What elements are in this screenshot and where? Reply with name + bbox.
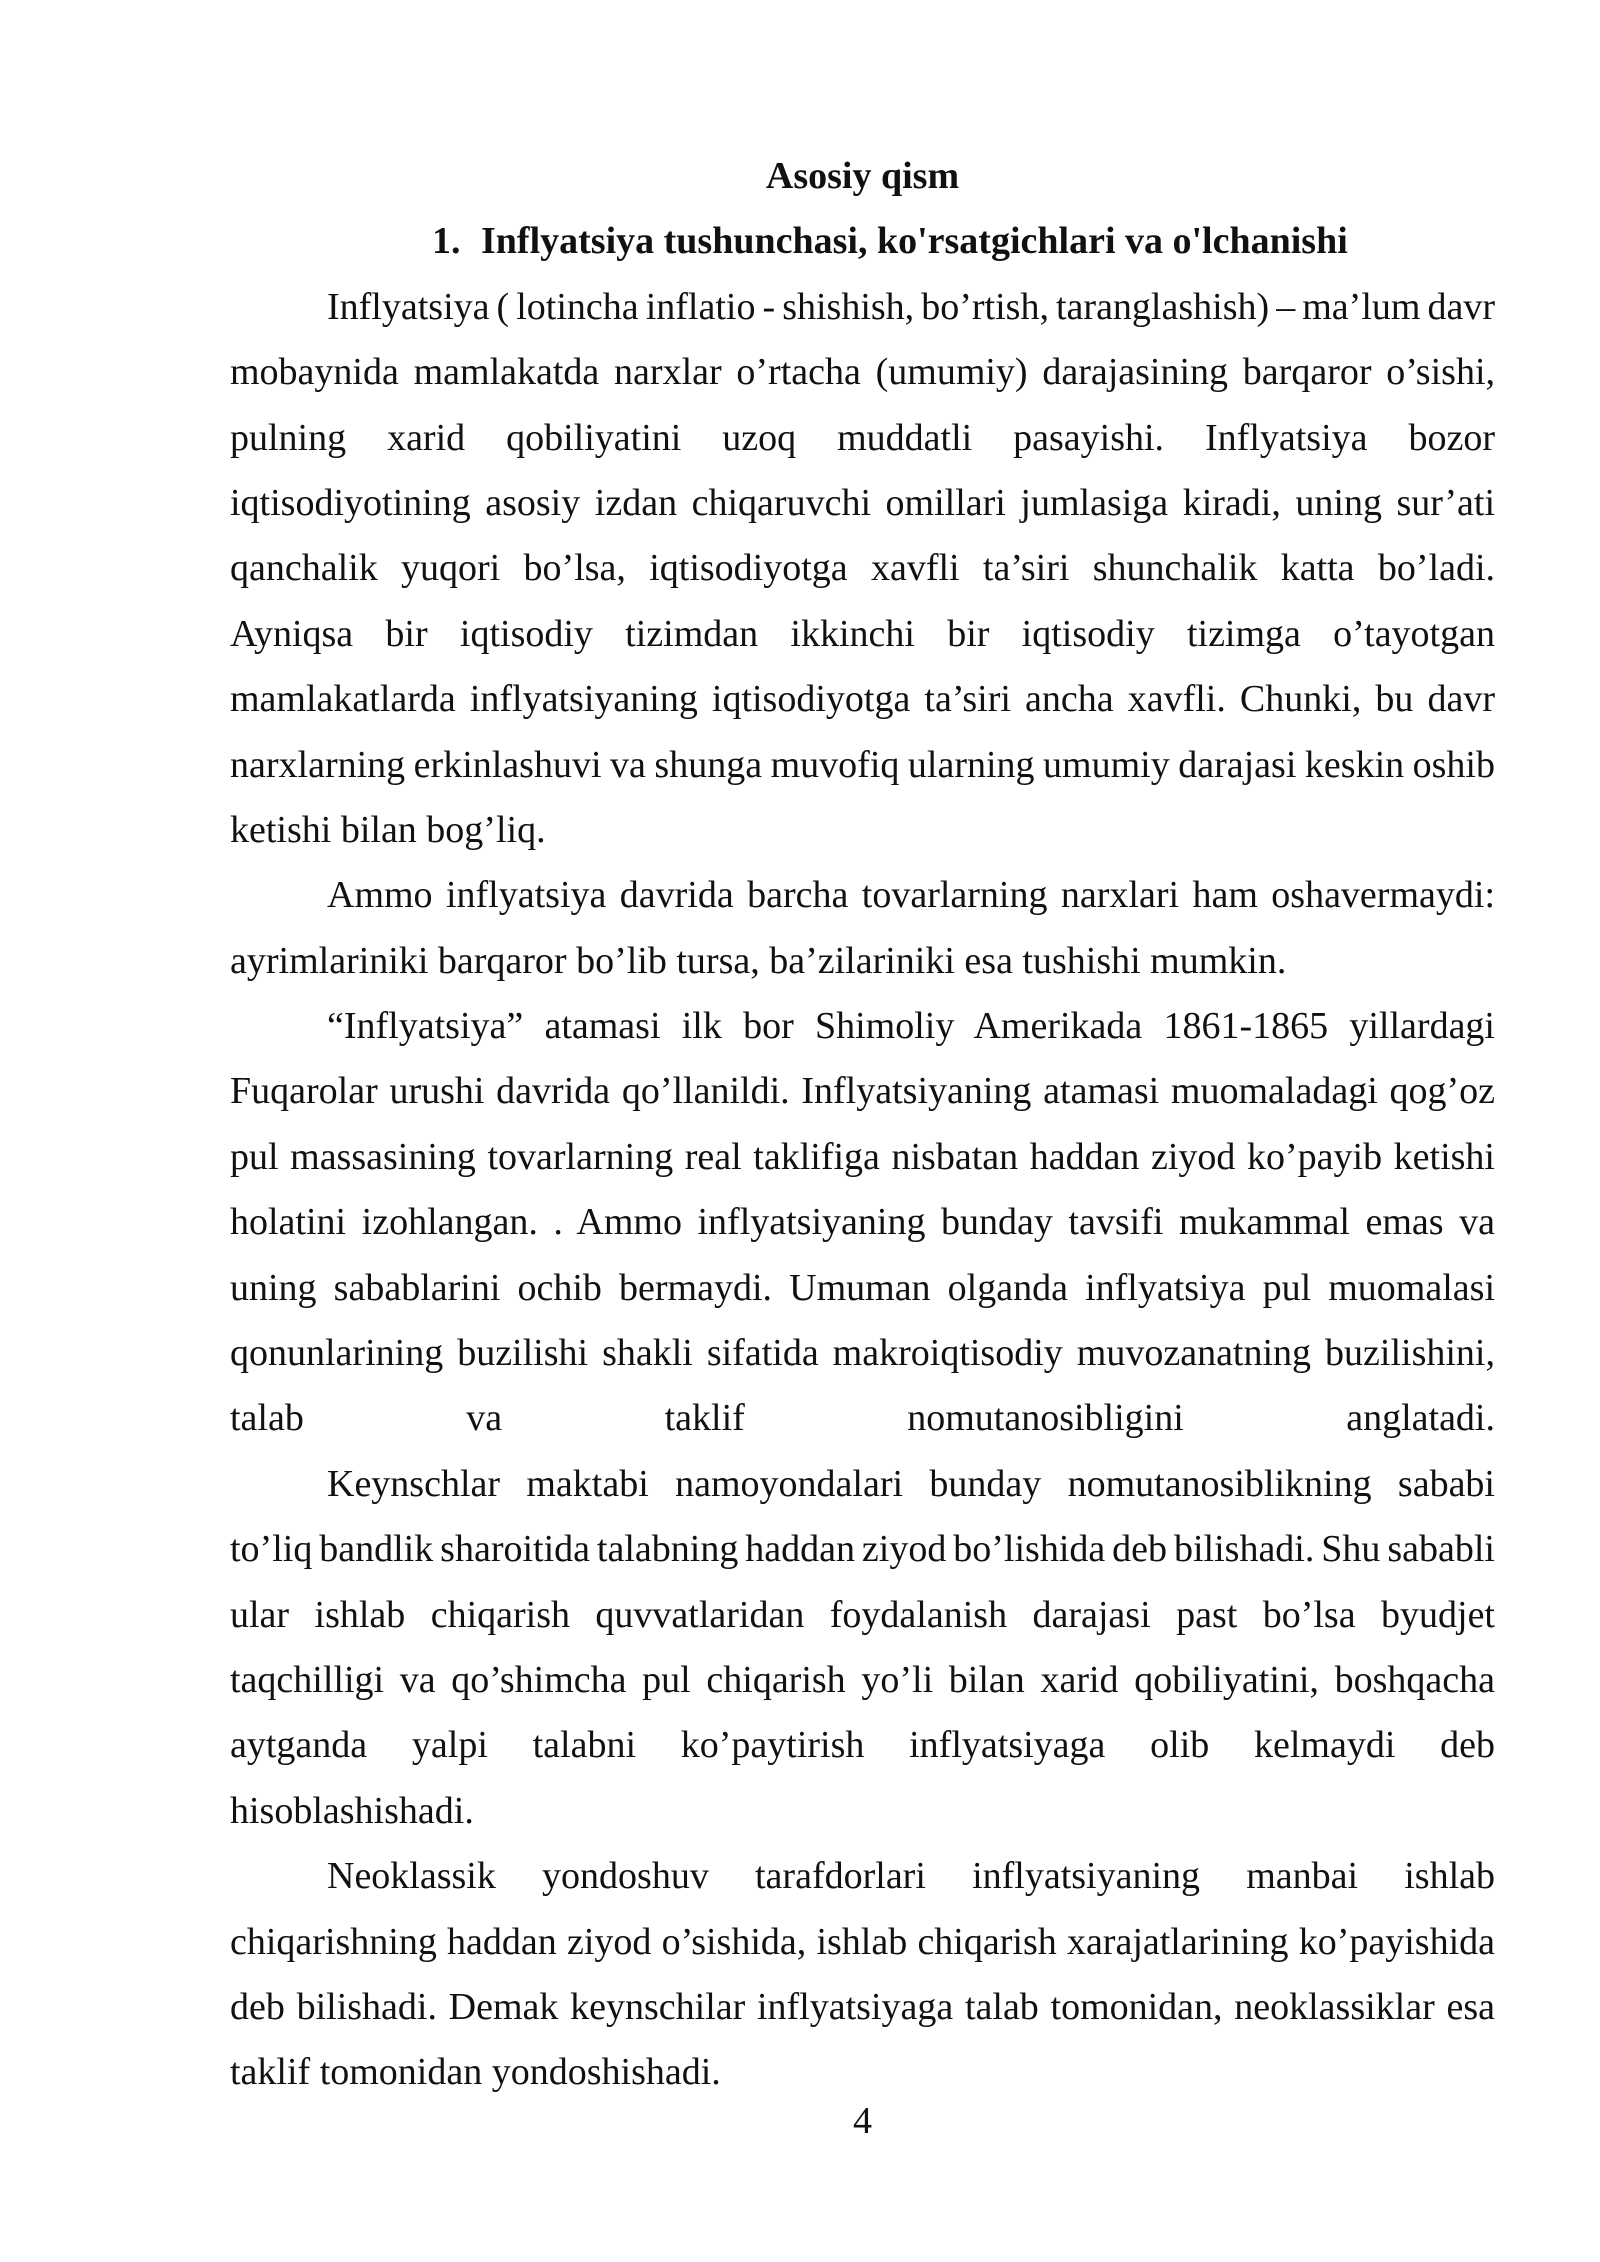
text-line: mobaynida mamlakatda narxlar o’rtacha (umumiy) darajasining barqaror o’sishi, [230, 351, 1495, 394]
chapter-heading [230, 209, 1495, 274]
text-line: deb bilishadi. Demak keynschilar inflyatsiyaga talab tomonidan, neoklassiklar esa [230, 1985, 1495, 2028]
text-line: qanchalik yuqori bo’lsa, iqtisodiyotga xavfli ta’siri shunchalik katta bo’ladi. [230, 547, 1495, 590]
text-line: Ayniqsa bir iqtisodiy tizimdan ikkinchi bir iqtisodiy tizimga o’tayotgan [230, 612, 1495, 655]
text-line: iqtisodiyotining asosiy izdan chiqaruvchi omillari jumlasiga kiradi, uning sur’ati [230, 481, 1495, 524]
text-line: ayrimlariniki barqaror bo’lib tursa, ba’zilariniki esa tushishi mumkin. [230, 939, 1287, 982]
text-line: Keynschlar maktabi namoyondalari bunday nomutanosiblikning sababi [327, 1462, 1495, 1505]
page-number: 4 [853, 2100, 872, 2142]
text-line: Neoklassik yondoshuv tarafdorlari inflyatsiyaning manbai ishlab [327, 1855, 1495, 1898]
text-line: to’liq bandlik sharoitida talabning haddan ziyod bo’lishida deb bilishadi. Shu sababli [230, 1528, 1495, 1571]
text-line: “Inflyatsiya” atamasi ilk bor Shimoliy Amerikada 1861-1865 yillardagi [327, 1005, 1495, 1048]
text-line: narxlarning erkinlashuvi va shunga muvofiq ularning umumiy darajasi keskin oshib [230, 743, 1495, 786]
paragraph-1 [230, 275, 1495, 864]
text-line: holatini izohlangan. . Ammo inflyatsiyaning bunday tavsifi mukammal emas va [230, 1201, 1495, 1244]
text-line: chiqarishning haddan ziyod o’sishida, ishlab chiqarish xarajatlarining ko’payishida [230, 1920, 1495, 1963]
text-line: pulning xarid qobiliyatini uzoq muddatli pasayishi. Inflyatsiya bozor [230, 416, 1495, 459]
text-line: qonunlarining buzilishi shakli sifatida makroiqtisodiy muvozanatning buzilishini, [230, 1332, 1495, 1375]
paragraph-5 [230, 1844, 1495, 2106]
section-title: Asosiy qism [765, 155, 960, 197]
paragraph-3 [230, 994, 1495, 1452]
text-line: uning sabablarini ochib bermaydi. Umuman olganda inflyatsiya pul muomalasi [230, 1266, 1495, 1309]
heading-text: Inflyatsiya tushunchasi, ko'rsatgichlari va o'lchanishi [481, 220, 1348, 263]
text-line: Fuqarolar urushi davrida qo’llanildi. Inflyatsiyaning atamasi muomaladagi qog’oz [230, 1070, 1495, 1113]
paragraph-2 [230, 863, 1495, 994]
text-line: Ammo inflyatsiya davrida barcha tovarlarning narxlari ham oshavermaydi: [327, 874, 1495, 917]
text-line: pul massasining tovarlarning real taklifiga nisbatan haddan ziyod ko’payib ketishi [230, 1135, 1495, 1178]
text-line: ular ishlab chiqarish quvvatlaridan foydalanish darajasi past bo’lsa byudjet [230, 1593, 1495, 1636]
text-line: hisoblashishadi. [230, 1789, 474, 1832]
text-line: mamlakatlarda inflyatsiyaning iqtisodiyotga ta’siri ancha xavfli. Chunki, bu davr [230, 678, 1495, 721]
text-line: taklif tomonidan yondoshishadi. [230, 2051, 721, 2094]
text-line: talab va taklif nomutanosibligini anglatadi. [230, 1397, 1495, 1440]
text-line: taqchilligi va qo’shimcha pul chiqarish yo’li bilan xarid qobiliyatini, boshqacha [230, 1658, 1495, 1701]
text-line: ketishi bilan bog’liq. [230, 808, 546, 851]
paragraph-4 [230, 1452, 1495, 1844]
text-line: aytganda yalpi talabni ko’paytirish inflyatsiyaga olib kelmaydi deb [230, 1724, 1495, 1767]
page-body [230, 144, 1495, 2106]
heading-number: 1. [432, 220, 461, 263]
text-line: Inflyatsiya ( lotincha inflatio - shishish, bo’rtish, taranglashish) – ma’lum davr [327, 285, 1495, 328]
